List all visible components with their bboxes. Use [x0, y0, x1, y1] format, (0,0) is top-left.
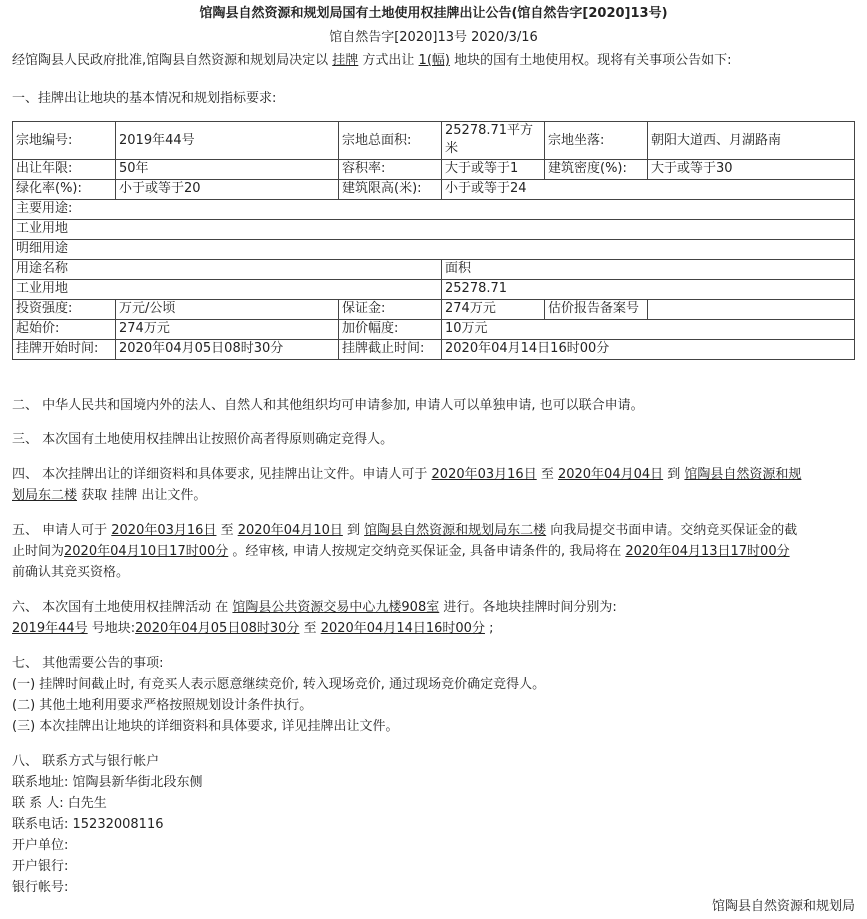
- table-row: 起始价: 274万元 加价幅度: 10万元: [13, 320, 855, 340]
- account-bank: 开户银行:: [12, 859, 69, 874]
- table-row: 工业用地: [13, 220, 855, 240]
- contact-phone: 联系电话: 15232008116: [12, 817, 164, 832]
- table-row: 工业用地 25278.71: [13, 280, 855, 300]
- section-5-line-1: 五、 申请人可于 2020年03月16日 至 2020年04月10日 到 馆陶县自然资源和规划局东二楼 向我局提交书面申请。交纳竞买保证金的截: [12, 523, 798, 538]
- section-3: 三、 本次国有土地使用权挂牌出让按照价高者得原则确定竞得人。: [12, 432, 394, 447]
- parcel-info-table: [12, 121, 855, 360]
- table-row: 用途名称 面积: [13, 260, 855, 280]
- table-row: 出让年限: 50年 容积率: 大于或等于1 建筑密度(%): 大于或等于30: [13, 160, 855, 180]
- table-row: 挂牌开始时间: 2020年04月05日08时30分 挂牌截止时间: 2020年04月14日16时00分: [13, 340, 855, 360]
- section-7-item-3: (三) 本次挂牌出让地块的详细资料和具体要求, 详见挂牌出让文件。: [12, 719, 399, 734]
- section-6-line-2: 2019年44号 号地块:2020年04月05日08时30分 至 2020年04月14日16时00分 ;: [12, 621, 494, 636]
- section-7-item-2: (二) 其他土地利用要求严格按照规划设计条件执行。: [12, 698, 313, 713]
- section-5-line-2: 止时间为2020年04月10日17时00分 。经审核, 申请人按规定交纳竞买保证金, 具备申请条件的, 我局将在 2020年04月13日17时00分: [12, 544, 790, 559]
- table-row: 投资强度: 万元/公顷 保证金: 274万元 估价报告备案号: [13, 300, 855, 320]
- parcel-count: 1(幅): [418, 53, 450, 68]
- contact-person: 联 系 人: 白先生: [12, 796, 107, 811]
- table-row: 明细用途: [13, 240, 855, 260]
- section-8-heading: 八、 联系方式与银行帐户: [12, 754, 160, 769]
- transfer-method: 挂牌: [332, 53, 359, 68]
- contact-address: 联系地址: 馆陶县新华街北段东侧: [12, 775, 203, 790]
- section-5-line-3: 前确认其竞买资格。: [12, 565, 130, 580]
- section-7-heading: 七、 其他需要公告的事项:: [12, 656, 164, 671]
- account-number: 银行帐号:: [12, 880, 69, 895]
- section-7-item-1: (一) 挂牌时间截止时, 有竞买人表示愿意继续竞价, 转入现场竞价, 通过现场竞价确定竞得人。: [12, 677, 546, 692]
- parcel-area-value: 25278.71平方米: [442, 122, 545, 160]
- table-row: 宗地编号: 2019年44号 宗地总面积: 25278.71平方米 宗地坐落: 朝阳大道西、月湖路南: [13, 122, 855, 160]
- parcel-location-value: 朝阳大道西、月湖路南: [648, 122, 855, 160]
- document-number-date: 馆自然告字[2020]13号 2020/3/16: [329, 30, 538, 45]
- section-4-line-2: 划局东二楼 获取 挂牌 出让文件。: [12, 488, 207, 503]
- issuer-signature: 馆陶县自然资源和规划局: [711, 899, 855, 914]
- section-6-line-1: 六、 本次国有土地使用权挂牌活动 在 馆陶县公共资源交易中心九楼908室 进行。各地块挂牌时间分别为:: [12, 600, 617, 615]
- page-title: 馆陶县自然资源和规划局国有土地使用权挂牌出让公告(馆自然告字[2020]13号): [199, 6, 668, 21]
- intro-paragraph: 经馆陶县人民政府批准,馆陶县自然资源和规划局决定以 挂牌 方式出让 1(幅) 地块的国有土地使用权。现将有关事项公告如下:: [12, 53, 732, 68]
- section-4-line-1: 四、 本次挂牌出让的详细资料和具体要求, 见挂牌出让文件。申请人可于 2020年03月16日 至 2020年04月04日 到 馆陶县自然资源和规: [12, 467, 802, 482]
- account-unit: 开户单位:: [12, 838, 69, 853]
- table-row: 绿化率(%): 小于或等于20 建筑限高(米): 小于或等于24: [13, 180, 855, 200]
- section-1-heading: 一、挂牌出让地块的基本情况和规划指标要求:: [12, 91, 277, 106]
- table-row: 主要用途:: [13, 200, 855, 220]
- section-2: 二、 中华人民共和国境内外的法人、自然人和其他组织均可申请参加, 申请人可以单独申请, 也可以联合申请。: [12, 398, 644, 413]
